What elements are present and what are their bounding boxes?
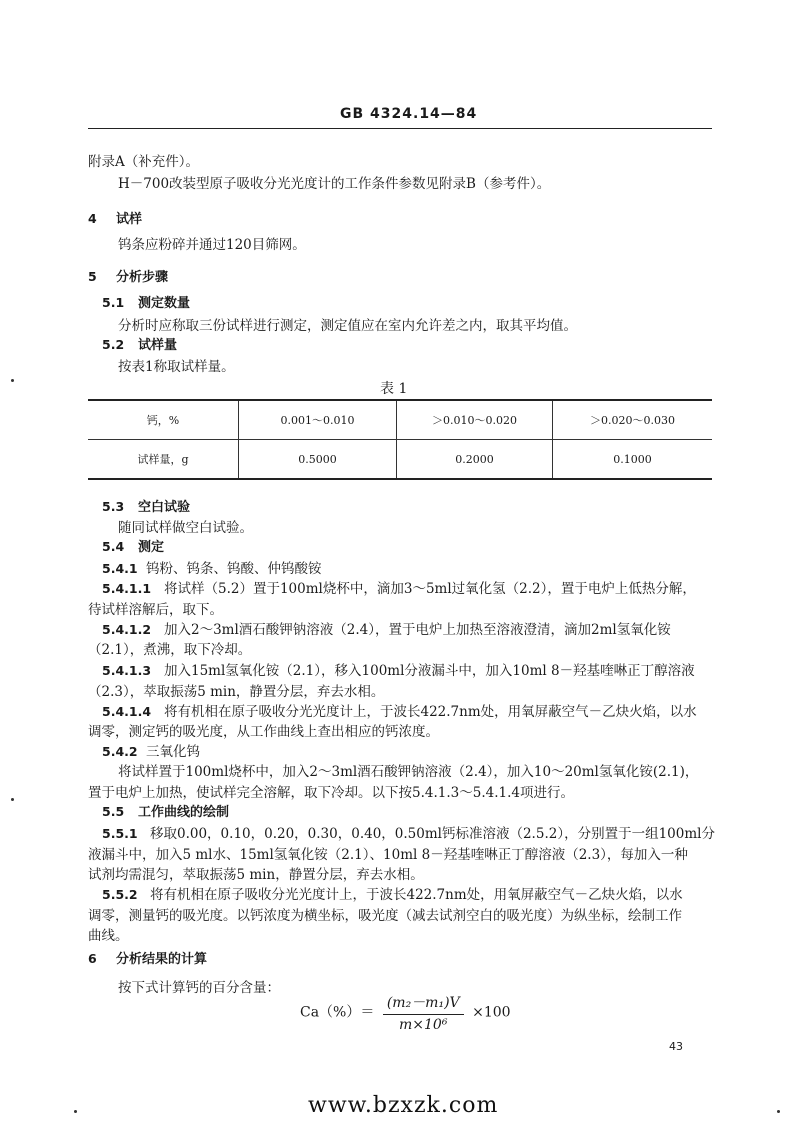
section-5-4-1-3-line1 xyxy=(102,659,695,679)
section-number: 5.1 xyxy=(102,295,125,310)
section-title: 三氧化钨 xyxy=(146,744,200,760)
table-cell: 0.001～0.010 xyxy=(239,400,397,440)
section-4-heading xyxy=(88,208,142,227)
formula-denominator: m×10⁶ xyxy=(399,1017,448,1033)
section-5-4-2-line1: 将试样置于100ml烧杯中，加入2～3ml酒石酸钾钠溶液（2.4），加入10～20ml氢氧化铵(2.1)， xyxy=(118,764,699,780)
paragraph-text: 将试样（5.2）置于100ml烧杯中，滴加3～5ml过氧化氢（2.2），置于电炉上低热分解， xyxy=(164,581,696,597)
paragraph-text: 将有机相在原子吸收分光光度计上，于波长422.7nm处，用氧屏蔽空气－乙炔火焰，以水 xyxy=(164,704,697,720)
section-5-5-1-line3: 试剂均需混匀，萃取振荡5 min，静置分层，弃去水相。 xyxy=(88,867,424,883)
section-number: 5.3 xyxy=(102,499,125,514)
section-5-4-1-2-line2: （2.1），煮沸，取下冷却。 xyxy=(88,642,252,658)
section-5-4-2-line2: 置于电炉上加热，使试样完全溶解，取下冷却。以下按5.4.1.3～5.4.1.4项进行。 xyxy=(88,785,574,801)
sample-mass-table xyxy=(88,399,712,480)
table-cell: 试样量，g xyxy=(88,440,239,480)
paragraph-text: 将有机相在原子吸收分光光度计上，于波长422.7nm处，用氧屏蔽空气－乙炔火焰，以水 xyxy=(150,887,683,903)
section-5-4-1-2-line1 xyxy=(102,618,671,638)
table-cell: 0.5000 xyxy=(239,440,397,480)
section-title: 分析结果的计算 xyxy=(116,952,208,967)
section-number: 5.5.1 xyxy=(102,826,138,841)
scan-speck xyxy=(777,1110,780,1113)
paragraph-text: 移取0.00，0.10，0.20，0.30，0.40，0.50ml钙标准溶液（2.5.2），分别置于一组100ml分 xyxy=(150,826,715,842)
h700-line: H－700改装型原子吸收分光光度计的工作条件参数见附录B（参考件）。 xyxy=(118,176,551,192)
section-5-4-1-4-line2: 调零，测定钙的吸光度，从工作曲线上查出相应的钙浓度。 xyxy=(88,724,439,740)
section-6-text: 按下式计算钙的百分含量： xyxy=(118,980,280,996)
section-5-4-1-1-line1 xyxy=(102,577,696,597)
paragraph-text: 加入15ml氢氧化铵（2.1），移入100ml分液漏斗中，加入10ml 8－羟基喹啉正丁醇溶液 xyxy=(164,663,695,679)
section-title: 钨粉、钨条、钨酸、仲钨酸铵 xyxy=(146,561,322,577)
section-number: 5.2 xyxy=(102,337,125,352)
paragraph-text: 加入2～3ml酒石酸钾钠溶液（2.4），置于电炉上加热至溶液澄清，滴加2ml氢氧化铵 xyxy=(164,622,671,638)
section-5-4-2-heading xyxy=(102,740,200,760)
section-5-1-heading xyxy=(102,292,190,311)
header-rule xyxy=(88,128,712,129)
scan-speck xyxy=(11,798,14,801)
section-number: 5.4.1.3 xyxy=(102,663,152,678)
section-5-4-heading xyxy=(102,536,164,555)
section-number: 5.5.2 xyxy=(102,887,138,902)
table-cell: ＞0.020～0.030 xyxy=(553,400,713,440)
page-number: 43 xyxy=(669,1040,683,1053)
section-title: 工作曲线的绘制 xyxy=(138,805,230,820)
table-caption: 表 1 xyxy=(380,381,408,397)
section-5-4-1-4-line1 xyxy=(102,700,697,720)
section-title: 空白试验 xyxy=(138,500,191,515)
section-number: 5.4 xyxy=(102,539,125,554)
section-number: 5.4.2 xyxy=(102,744,138,759)
section-title: 测定 xyxy=(138,540,165,555)
section-number: 5.5 xyxy=(102,804,125,819)
section-number: 5.4.1 xyxy=(102,561,138,576)
scan-speck xyxy=(11,379,14,382)
section-5-2-heading xyxy=(102,334,177,353)
section-5-3-heading xyxy=(102,496,190,515)
scan-speck xyxy=(74,1110,77,1113)
table-row xyxy=(88,400,712,440)
section-5-5-2-line2: 调零，测量钙的吸光度。以钙浓度为横坐标，吸光度（减去试剂空白的吸光度）为纵坐标，绘制工作 xyxy=(88,908,682,924)
calcium-formula xyxy=(300,992,511,1033)
table-row xyxy=(88,440,712,480)
section-5-5-1-line2: 液漏斗中，加入5 ml水、15ml氢氧化铵（2.1）、10ml 8－羟基喹啉正丁醇溶液（2.3），每加入一种 xyxy=(88,847,688,863)
section-number: 6 xyxy=(88,951,97,966)
section-5-5-2-line3: 曲线。 xyxy=(88,928,129,944)
section-5-1-text: 分析时应称取三份试样进行测定，测定值应在室内允许差之内，取其平均值。 xyxy=(118,318,577,334)
section-number: 5.4.1.1 xyxy=(102,581,152,596)
section-title: 试样 xyxy=(116,212,143,227)
section-5-4-1-1-line2: 待试样溶解后，取下。 xyxy=(88,602,223,618)
section-4-text: 钨条应粉碎并通过120目筛网。 xyxy=(118,237,306,253)
section-5-5-2-line1 xyxy=(102,883,683,903)
formula-multiplier: ×100 xyxy=(472,1004,511,1021)
table-cell: 0.1000 xyxy=(553,440,713,480)
section-5-4-1-3-line2: （2.3），萃取振荡5 min，静置分层，弃去水相。 xyxy=(88,684,385,700)
section-title: 分析步骤 xyxy=(116,270,169,285)
annex-a-line: 附录A（补充件）。 xyxy=(88,154,199,170)
standard-code: GB 4324.14—84 xyxy=(340,106,478,122)
section-title: 测定数量 xyxy=(138,296,191,311)
formula-lhs: Ca（%）＝ xyxy=(300,1004,375,1021)
section-number: 5 xyxy=(88,269,97,284)
section-title: 试样量 xyxy=(138,338,178,353)
section-number: 5.4.1.4 xyxy=(102,704,152,719)
section-5-5-1-line1 xyxy=(102,822,715,842)
table-cell: ＞0.010～0.020 xyxy=(397,400,553,440)
section-5-heading xyxy=(88,266,168,285)
formula-numerator: (m₂－m₁)V xyxy=(383,992,464,1015)
table-cell: 0.2000 xyxy=(397,440,553,480)
section-5-2-text: 按表1称取试样量。 xyxy=(118,359,235,375)
section-6-heading xyxy=(88,948,207,967)
section-number: 5.4.1.2 xyxy=(102,622,152,637)
section-5-4-1-heading xyxy=(102,557,322,577)
table-cell: 钙，% xyxy=(88,400,239,440)
watermark-url: www.bzxzk.com xyxy=(308,1093,499,1118)
formula-fraction xyxy=(383,992,464,1033)
section-5-5-heading xyxy=(102,801,229,820)
section-number: 4 xyxy=(88,211,97,226)
section-5-3-text: 随同试样做空白试验。 xyxy=(118,520,253,536)
